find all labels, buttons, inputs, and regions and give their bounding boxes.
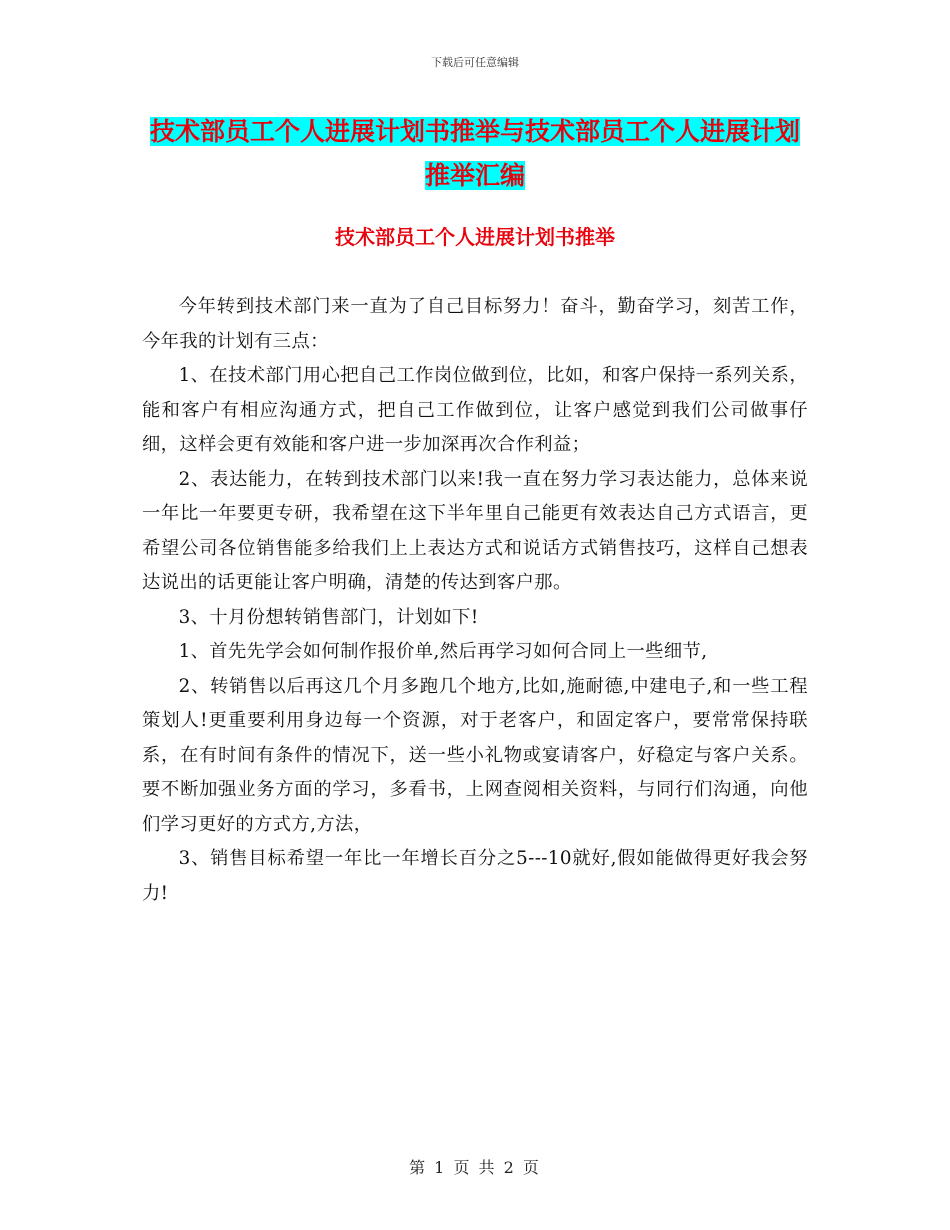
- paragraph: 1、首先先学会如何制作报价单,然后再学习如何合同上一些细节,: [178, 641, 708, 662]
- paragraph: 今年转到技术部门来一直为了自己目标努力！奋斗，勤奋学习，刻苦工作，今年我的计划有三点：: [142, 296, 808, 352]
- paragraph: 1、在技术部门用心把自己工作岗位做到位，比如，和客户保持一系列关系，能和客户有相应沟通方式，把自己工作做到位，让客户感觉到我们公司做事仔细，这样会更有效能和客户进一步加深再次合作利益；: [142, 365, 808, 455]
- paragraph: 3、销售目标希望一年比一年增长百分之5---10就好,假如能做得更好我会努力!: [142, 848, 808, 904]
- paragraph: 2、转销售以后再这几个月多跑几个地方,比如,施耐德,中建电子,和一些工程策划人!更重要利用身边每一个资源，对于老客户，和固定客户，要常常保持联系，在有时间有条件的情况下，送一些小礼物或宴请客户，好稳定与客户关系。要不断加强业务方面的学习，多看书，上网查阅相关资料，与同行们沟通，向他们学习更好的方式方,方法，: [142, 675, 808, 835]
- document-body: [142, 290, 808, 911]
- paragraph: 3、十月份想转销售部门，计划如下!: [178, 606, 479, 628]
- page-header-note: 下载后可任意编辑: [431, 56, 519, 69]
- page-footer-page-number: 第 1 页 共 2 页: [409, 1158, 541, 1177]
- paragraph: 2、表达能力，在转到技术部门以来!我一直在努力学习表达能力，总体来说一年比一年要更专研，我希望在这下半年里自己能更有效表达自己方式语言，更希望公司各位销售能多给我们上上表达方式和说话方式销售技巧，这样自己想表达说出的话更能让客户明确，清楚的传达到客户那。: [142, 468, 808, 593]
- document-title-text: 技术部员工个人进展计划书推举与技术部员工个人进展计划推举汇编: [150, 117, 801, 190]
- document-title: [150, 110, 800, 198]
- section-title: 技术部员工个人进展计划书推举: [335, 225, 615, 249]
